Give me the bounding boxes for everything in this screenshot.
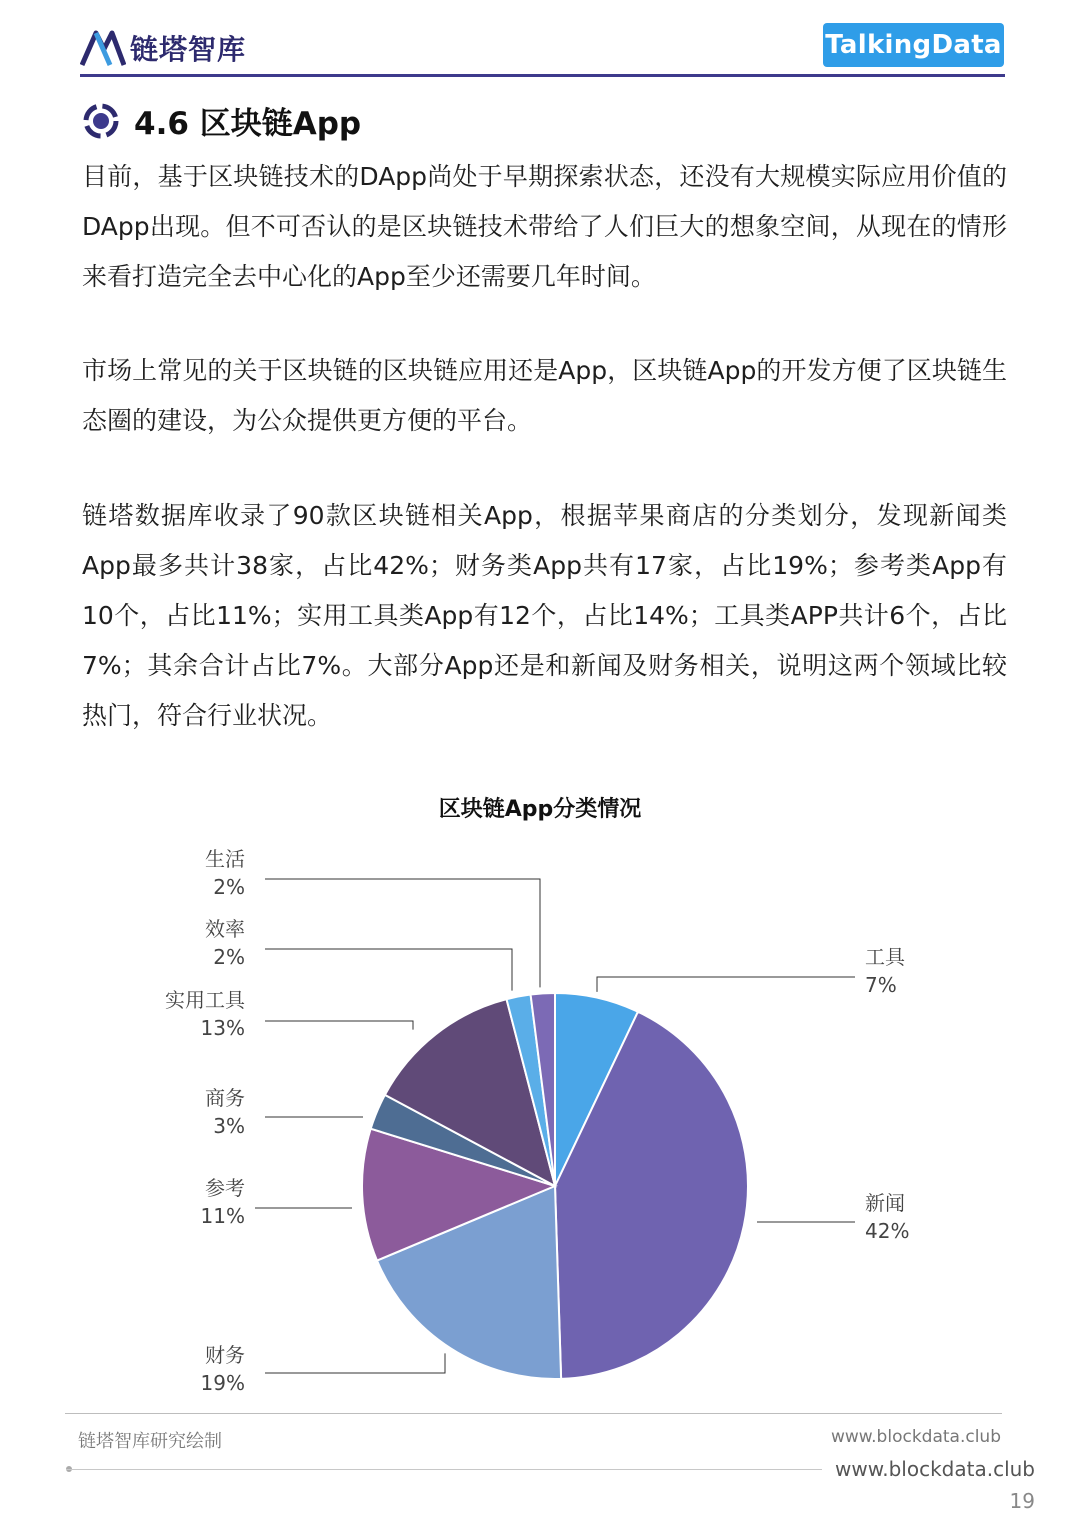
slice-label-value: 11% [200, 1204, 245, 1228]
slice-label-value: 2% [213, 945, 245, 969]
page-number: 19 [1009, 1489, 1035, 1513]
slice-label-name: 工具 [865, 945, 905, 969]
logo-text: 链塔智库 [130, 33, 247, 66]
slice-label-value: 19% [200, 1371, 245, 1395]
talkingdata-badge: TalkingData [823, 23, 1004, 67]
page-header [0, 0, 1080, 80]
paragraph-2: 市场上常见的关于区块链的区块链应用还是App，区块链App的开发方便了区块链生态圈的建设，为公众提供更方便的平台。 [82, 356, 1007, 435]
section-title: 4.6 区块链App [134, 106, 362, 142]
section-bullet-icon [82, 102, 120, 140]
brand-logo [80, 28, 246, 68]
slice-label-name: 财务 [205, 1343, 245, 1367]
section-heading [82, 98, 361, 143]
slice-label-value: 13% [200, 1016, 245, 1040]
slice-label-value: 3% [213, 1114, 245, 1138]
slice-label-name: 新闻 [865, 1191, 905, 1215]
slice-label-value: 2% [213, 875, 245, 899]
chart-website: www.blockdata.club [831, 1427, 1001, 1447]
paragraph-1: 目前，基于区块链技术的DApp尚处于早期探索状态，还没有大规模实际应用价值的DApp出现。但不可否认的是区块链技术带给了人们巨大的想象空间，从现在的情形来看打造完全去中心化的App至少还需要几年时间。 [82, 162, 1007, 291]
header-divider [80, 74, 1005, 77]
footer-website: www.blockdata.club [835, 1457, 1035, 1481]
leader-line-5 [265, 1021, 413, 1030]
slice-label-name: 效率 [205, 917, 245, 941]
leader-line-6 [265, 949, 512, 991]
blockdata-logo-icon [80, 29, 126, 67]
slice-label-name: 参考 [205, 1176, 245, 1200]
slice-label-value: 42% [865, 1219, 910, 1243]
slice-label-name: 实用工具 [165, 988, 245, 1012]
chart-title: 区块链App分类情况 [438, 797, 642, 822]
leader-line-7 [265, 879, 540, 987]
pie-chart [0, 840, 1080, 1410]
slice-label-name: 生活 [205, 847, 245, 871]
footer-divider [65, 1413, 1002, 1414]
leader-line-2 [265, 1353, 445, 1373]
leader-line-0 [597, 977, 855, 992]
slice-label-value: 7% [865, 973, 897, 997]
slice-label-name: 商务 [205, 1086, 245, 1110]
paragraph-3: 链塔数据库收录了90款区块链相关App，根据苹果商店的分类划分，发现新闻类App最多共计38家，占比42%；财务类App共有17家，占比19%；参考类App有10个，占比11%；实用工具类App有12个，占比14%；工具类APP共计6个，占比7%；其余合计占比7%。大部分App还是和新闻及财务相关，说明这两个领域比较热门，符合行业状况。 [82, 501, 1007, 730]
chart-source: 链塔智库研究绘制 [78, 1431, 222, 1452]
footer-line [66, 1469, 822, 1470]
